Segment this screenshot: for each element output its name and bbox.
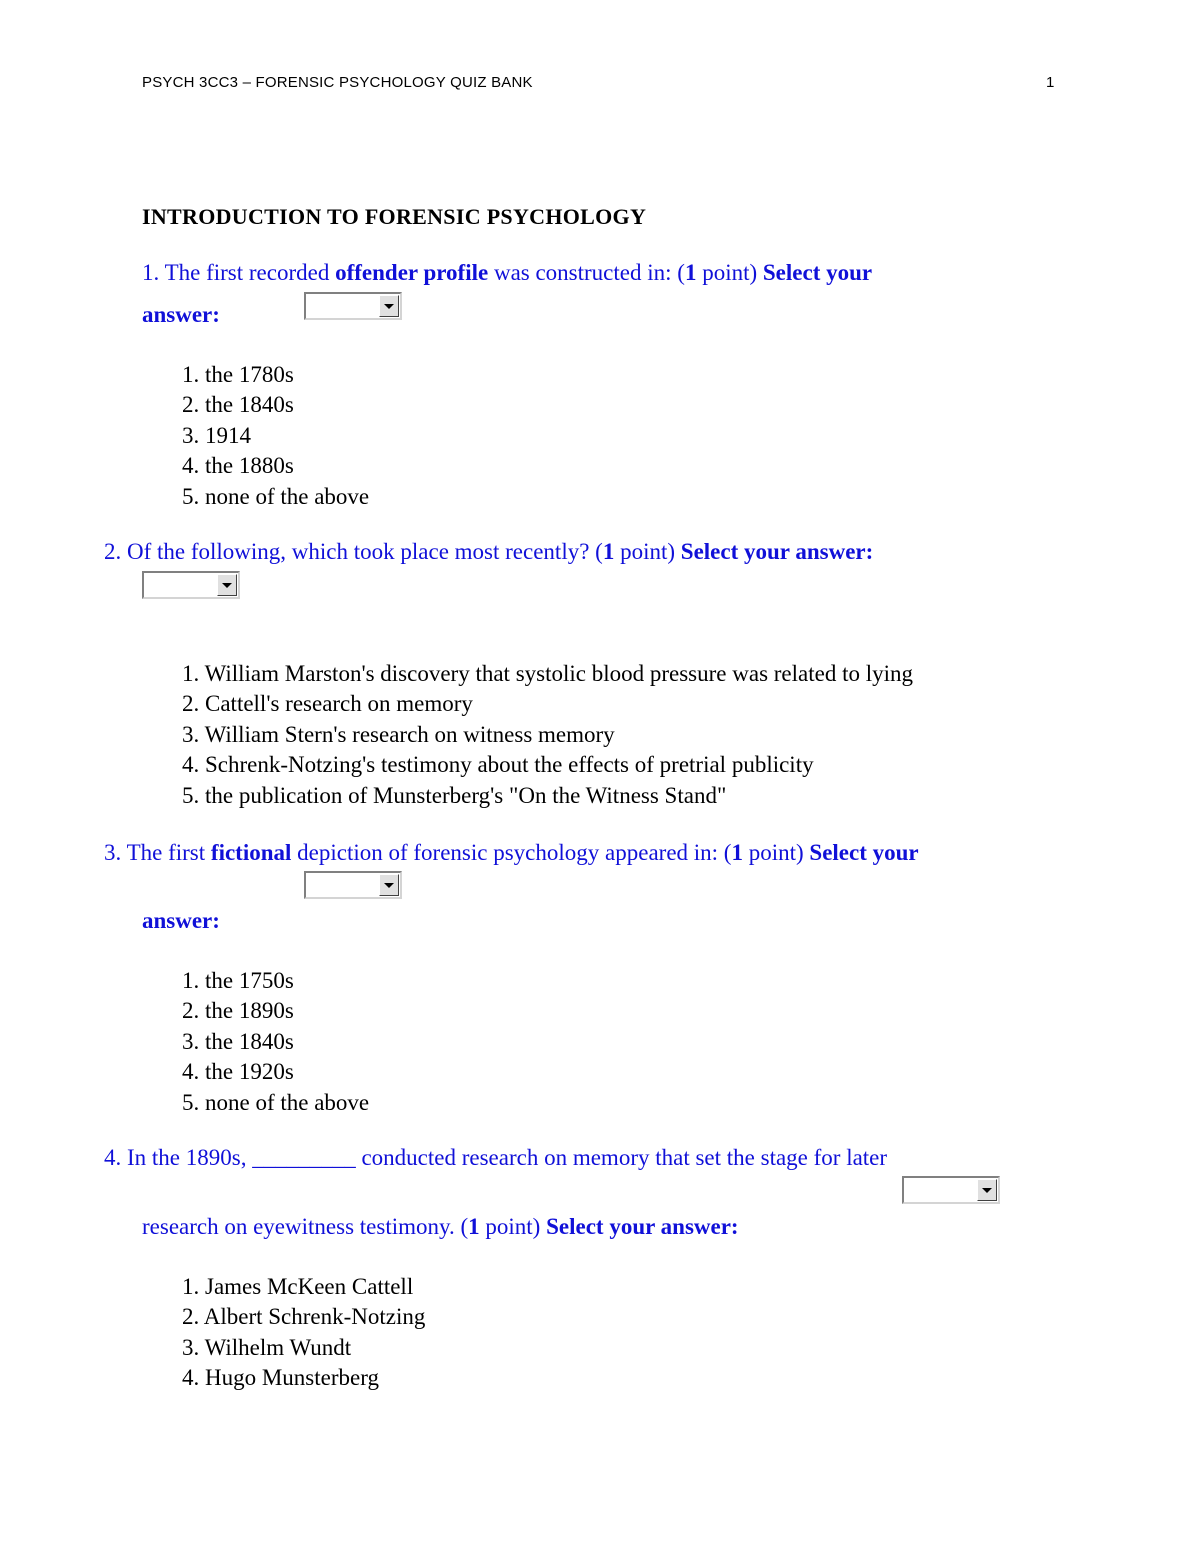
- question-3-options: [182, 966, 369, 1118]
- question-number: 1.: [142, 260, 160, 285]
- chevron-down-icon: [222, 583, 232, 588]
- question-text: point): [614, 539, 681, 564]
- question-text: The first: [126, 840, 211, 865]
- answer-select-1[interactable]: [304, 292, 402, 320]
- answer-option: 5. none of the above: [182, 483, 370, 509]
- answer-option: 2. Albert Schrenk-Notzing: [182, 1304, 426, 1330]
- question-number: 2.: [104, 539, 122, 564]
- question-2-options: [182, 659, 913, 811]
- answer-option: 2. Cattell's research on memory: [182, 691, 473, 717]
- select-prompt: Select your: [762, 260, 873, 285]
- chevron-down-icon: [384, 304, 394, 309]
- answer-option: 2. the 1890s: [182, 998, 294, 1024]
- answer-option: 3. Wilhelm Wundt: [182, 1334, 352, 1360]
- question-4-line-1: [104, 1145, 887, 1171]
- answer-option: 3. the 1840s: [182, 1028, 294, 1054]
- question-number: 3.: [104, 840, 122, 865]
- question-text: research on eyewitness testimony. (: [142, 1214, 469, 1239]
- answer-option: 4. Hugo Munsterberg: [182, 1365, 379, 1391]
- page-header-title: PSYCH 3CC3 – FORENSIC PSYCHOLOGY QUIZ BANK: [142, 74, 533, 91]
- question-keyword: fictional: [210, 840, 292, 865]
- answer-option: 1. the 1780s: [182, 362, 294, 387]
- question-points: 1: [684, 260, 697, 285]
- answer-option: 1. William Marston's discovery that systolic blood pressure was related to lying: [182, 661, 914, 686]
- question-text: point): [479, 1214, 547, 1239]
- question-text: In the 1890s, _________ conducted research on memory that set the stage for later: [127, 1145, 888, 1170]
- select-prompt: Select your: [809, 840, 919, 865]
- answer-option: 4. the 1880s: [182, 453, 294, 479]
- select-prompt: Select your answer:: [546, 1214, 739, 1239]
- question-number: 4.: [104, 1145, 122, 1170]
- dropdown-button[interactable]: [379, 874, 399, 896]
- dropdown-button[interactable]: [379, 295, 399, 317]
- question-2-line-1: [104, 539, 873, 565]
- question-points: 1: [602, 539, 615, 564]
- answer-option: 1. James McKeen Cattell: [182, 1274, 414, 1299]
- question-1-line-2: [142, 302, 220, 328]
- question-1-line-1: [142, 260, 872, 286]
- question-points: 1: [731, 840, 743, 865]
- section-title: INTRODUCTION TO FORENSIC PSYCHOLOGY: [142, 204, 647, 229]
- answer-option: 4. the 1920s: [182, 1059, 294, 1085]
- answer-option: 4. Schrenk-Notzing's testimony about the effects of pretrial publicity: [182, 752, 814, 778]
- answer-select-3[interactable]: [304, 871, 402, 899]
- page-number: 1: [1046, 74, 1055, 91]
- answer-option: 3. 1914: [182, 422, 251, 448]
- select-prompt: answer:: [142, 908, 220, 933]
- chevron-down-icon: [982, 1188, 992, 1193]
- question-4-line-2: [142, 1214, 739, 1240]
- question-points: 1: [468, 1214, 480, 1239]
- answer-option: 2. the 1840s: [182, 392, 294, 418]
- answer-select-4[interactable]: [902, 1176, 1000, 1204]
- question-3-line-1: [104, 840, 919, 866]
- answer-option: 3. William Stern's research on witness memory: [182, 721, 615, 747]
- dropdown-button[interactable]: [217, 574, 237, 596]
- question-text: depiction of forensic psychology appeared in: (: [291, 840, 732, 865]
- answer-select-2[interactable]: [142, 571, 240, 599]
- question-3-line-2: [142, 908, 220, 934]
- dropdown-button[interactable]: [977, 1179, 997, 1201]
- answer-option: 5. the publication of Munsterberg's "On the Witness Stand": [182, 782, 727, 808]
- answer-option: 5. none of the above: [182, 1089, 370, 1115]
- chevron-down-icon: [384, 883, 394, 888]
- question-4-options: [182, 1272, 425, 1394]
- question-text: was constructed in: (: [488, 260, 685, 285]
- question-text: point): [742, 840, 810, 865]
- answer-option: 1. the 1750s: [182, 968, 294, 993]
- question-keyword: offender profile: [335, 260, 489, 285]
- select-prompt: Select your answer:: [680, 539, 874, 564]
- question-text: The first recorded: [164, 260, 336, 285]
- select-prompt: answer:: [142, 302, 220, 327]
- question-text: point): [696, 260, 763, 285]
- question-1-options: [182, 360, 369, 512]
- question-text: Of the following, which took place most recently? (: [127, 539, 603, 564]
